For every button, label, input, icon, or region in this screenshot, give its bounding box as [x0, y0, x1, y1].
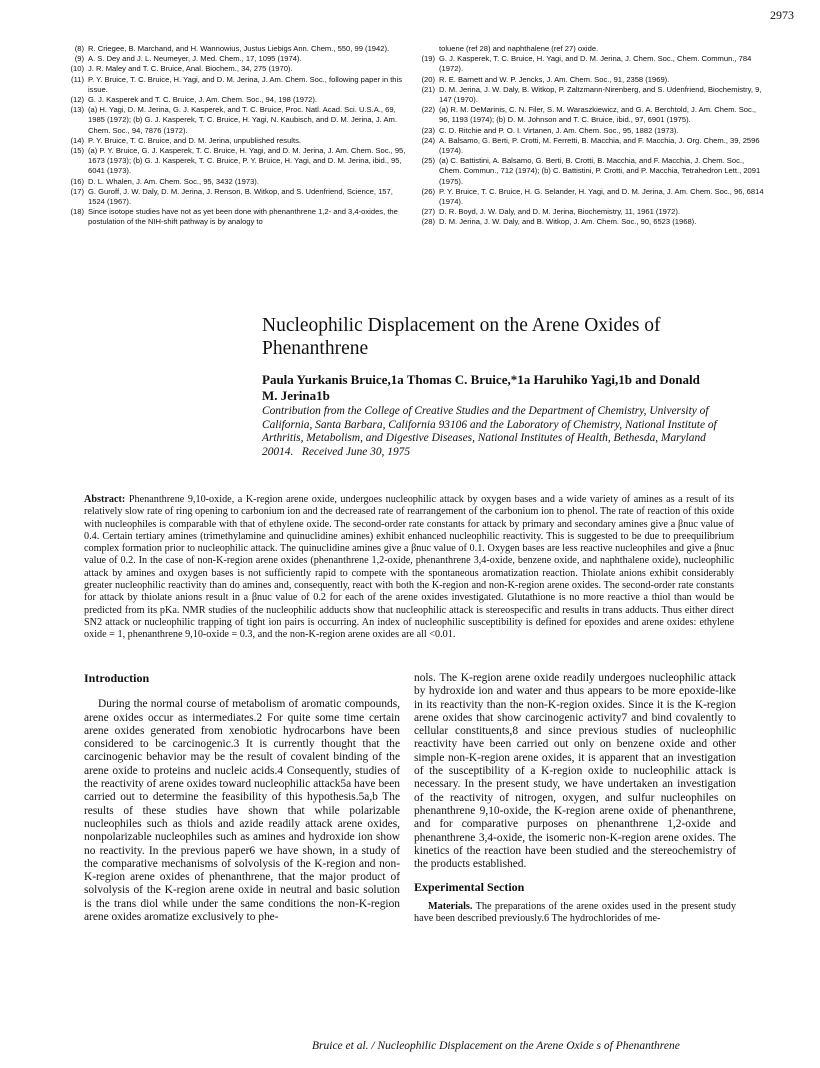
reference-text: Since isotope studies have not as yet been done with phenanthrene 1,2- and 3,4-oxides, the postulation of the NIH-shift pathway is by analogy to	[88, 207, 398, 227]
reference-number: (13)	[70, 105, 84, 115]
reference-text: (a) H. Yagi, D. M. Jerina, G. J. Kasperek, and T. C. Bruice, Proc. Natl. Acad. Sci. U.S.A., 69, 1985 (1972); (b) G. J. Kasperek, T. C. Bruice, H. Yagi, N. Kaubisch, and D. M. Jerina, J. Am. Chem. Soc., 94, 7876 (1972).	[88, 105, 397, 135]
reference-number: (20)	[421, 74, 435, 84]
references-left-column	[62, 44, 407, 228]
running-footer: Bruice et al. / Nucleophilic Displacement on the Arene Oxide s of Phenanthrene	[312, 1040, 680, 1052]
reference-number: (12)	[70, 95, 84, 105]
reference-item	[62, 187, 407, 207]
reference-number: (21)	[421, 84, 435, 94]
materials-label: Materials.	[428, 900, 473, 912]
abstract-text: Phenanthrene 9,10-oxide, a K-region arene oxide, undergoes nucleophilic attack by oxygen bases and a wide variety of amines as a result of its relatively slow rate of ring opening to carbonium ion and the decreased rate of rearrangement of the carbonium ion to phenol. The rate of reaction of this oxide with nucleophiles is comparable with that of ethylene oxide. The second-order rate constants for attack by primary and secondary amines give a βnuc value of 0.4. Certain tertiary amines (trimethylamine and quinuclidine amines) exhibit enhanced nucleophilic reactivity. This is suggested to be due to preequilibrium complex formation prior to nucleophilic attack. The quinuclidine amines give a βnuc value of 0.1. Oxygen bases are less reactive nucleophiles and give a βnuc value of 0.2. In the case of non-K-region arene oxides (phenanthrene 1,2-oxide, phenanthrene 3,4-oxide, benzene oxide, and naphthalene oxide), nucleophilic attack by amines and oxygen bases is not sufficiently rapid to compete with the spontaneous aromatization reaction. Thiolate anions exhibit considerably greater nucleophilic reactivity than do amines and, consequently, react with both the K-region and non-K-region arene oxides. The second-order rate constants for attack by thiolate anions result in a βnuc value of 0.2 for each of the arene oxides investigated. Glutathione is no more reactive a thiol than would be predicted from its pKa. NMR studies of the nucleophilic adducts show that nucleophilic attack is stereospecific and results in trans adducts. Thus either direct SN2 attack or nucleophilic trapping of tight ion pairs is occurring. An index of nucleophilic susceptibility is defined for epoxides and arene oxides: ethylene oxide = 1, phenanthrene 9,10-oxide = 0.3, and the non-K-region arene oxides are all <0.01.	[84, 494, 734, 641]
reference-item	[413, 54, 765, 74]
reference-number: (25)	[421, 156, 435, 166]
author-list: Paula Yurkanis Bruice,1a Thomas C. Bruice,*1a Haruhiko Yagi,1b and Donald M. Jerina1b	[262, 372, 700, 403]
reference-text: P. Y. Bruice, T. C. Bruice, and D. M. Jerina, unpublished results.	[88, 135, 302, 145]
reference-item	[62, 95, 407, 105]
reference-item	[413, 85, 765, 105]
abstract-label: Abstract:	[84, 494, 126, 505]
abstract	[84, 494, 734, 642]
reference-item	[413, 207, 765, 217]
received-date: Received June 30, 1975	[301, 445, 411, 458]
reference-text: P. Y. Bruice, T. C. Bruice, H. Yagi, and D. M. Jerina, J. Am. Chem. Soc., following paper in this issue.	[88, 74, 403, 94]
reference-number: (14)	[70, 135, 84, 145]
reference-item	[62, 54, 407, 64]
reference-number: (11)	[71, 74, 84, 84]
reference-item	[62, 136, 407, 146]
reference-number: (16)	[70, 176, 84, 186]
reference-number: (24)	[421, 135, 435, 145]
introduction-heading: Introduction	[84, 671, 150, 685]
reference-text: G. J. Kasperek, T. C. Bruice, H. Yagi, and D. M. Jerina, J. Chem. Soc., Chem. Commun., 784 (1972).	[439, 54, 752, 74]
reference-number: (28)	[421, 217, 435, 227]
reference-item	[413, 217, 765, 227]
reference-item	[413, 126, 765, 136]
reference-item	[62, 207, 407, 227]
reference-text: J. R. Maley and T. C. Bruice, Anal. Biochem., 34, 275 (1970).	[88, 64, 293, 74]
article-title: Nucleophilic Displacement on the Arene Oxides of Phenanthrene	[262, 315, 661, 359]
reference-number: (17)	[70, 186, 84, 196]
reference-text: toluene (ref 28) and naphthalene (ref 27) oxide.	[439, 44, 599, 53]
introduction-paragraph: During the normal course of metabolism of aromatic compounds, arene oxides occur as intermediates.2 For quite some time certain arene oxides generated from xenobiotic hydrocarbons have been considered to be carcinogenic.3 It is currently thought that the carcinogenic behavior may be the result of covalent binding of the arene oxide to proteins and nucleic acids.4 Consequently, studies of the reactivity of arene oxides toward nucleophilic attack5a have been carried out to determine the feasibility of this hypothesis.5a,b The results of these studies have shown that while polarizable nucleophiles such as thiols and azide readily attack arene oxides, nonpolarizable nucleophiles such as amines and hydroxide ion show no reactivity. In the previous paper6 we have shown, in a study of the comparative mechanisms of solvolysis of the K-region and non-K-region arene oxides of phenanthrene, that the major product of solvolysis of the K-region arene oxide in neutral and basic solution is the trans diol while under the same conditions the non-K-region arene oxides aromatize exclusively to phe-	[84, 698, 400, 924]
affiliation	[262, 405, 722, 459]
reference-number: (23)	[421, 125, 435, 135]
reference-number	[413, 44, 439, 54]
reference-text: D. R. Boyd, J. W. Daly, and D. M. Jerina, Biochemistry, 11, 1961 (1972).	[439, 207, 680, 217]
reference-number: (22)	[421, 105, 435, 115]
reference-item	[413, 44, 765, 54]
affiliation-text: Contribution from the College of Creative Studies and the Department of Chemistry, University of California, Santa Barbara, California 93106 and the Laboratory of Chemistry, National Institute of Arthritis, Metabolism, and Digestive Diseases, National Institutes of Health, Bethesda, Maryland 20014.	[262, 405, 717, 458]
references-right-column	[413, 44, 765, 228]
reference-item	[62, 105, 407, 136]
reference-text: P. Y. Bruice, T. C. Bruice, H. G. Selander, H. Yagi, and D. M. Jerina, J. Am. Chem. Soc., 96, 6814 (1974).	[439, 186, 764, 207]
body-left-column	[84, 672, 400, 924]
reference-text: C. D. Ritchie and P. O. I. Virtanen, J. Am. Chem. Soc., 95, 1882 (1973).	[439, 125, 679, 135]
reference-text: (a) R. M. DeMarinis, C. N. Filer, S. M. Waraszkiewicz, and G. A. Berchtold, J. Am. Chem. Soc., 96, 1193 (1974); (b) D. M. Johnson and T. C. Bruice, ibid., 97, 6901 (1975).	[439, 105, 757, 125]
reference-text: A. Balsamo, G. Berti, P. Crotti, M. Ferretti, B. Macchia, and F. Macchia, J. Org. Chem., 39, 2596 (1974).	[439, 135, 760, 156]
page-number: 2973	[770, 8, 794, 22]
reference-text: D. L. Whalen, J. Am. Chem. Soc., 95, 3432 (1973).	[88, 176, 259, 186]
reference-item	[413, 187, 765, 207]
reference-item	[413, 136, 765, 156]
reference-item	[62, 177, 407, 187]
reference-number: (27)	[421, 207, 435, 217]
reference-item	[413, 105, 765, 125]
reference-number: (9)	[74, 54, 84, 64]
introduction-continuation: nols. The K-region arene oxide readily undergoes nucleophilic attack by hydroxide ion and water and thus appears to be more epoxide-like in its reactivity than the non-K-region oxides. Since it is the K-region arene oxides that show carcinogenic activity7 and bind covalently to cellular constituents,8 and since previous studies of nucleophilic reactivity have been carried out only on benzene oxide and other simple non-K-region arene oxides, it is apparent that an investigation of the susceptibility of a K-region oxide to nucleophilic attack is necessary. In the present study, we have undertaken an investigation of the reactivity of nitrogen, oxygen, and sulfur nucleophiles on phenanthrene 9,10-oxide, the K-region arene oxide of phenanthrene, and for comparative purposes on phenanthrene 1,2-oxide and phenanthrene 3,4-oxide, the isomeric non-K-region arene oxides. The kinetics of the reaction have been studied and the stereochemistry of the products established.	[414, 672, 736, 871]
reference-number: (15)	[70, 146, 84, 156]
reference-text: (a) P. Y. Bruice, G. J. Kasperek, T. C. Bruice, H. Yagi, and D. M. Jerina, J. Am. Chem. Soc., 95, 1673 (1973); (b) G. J. Kasperek, T. C. Bruice, P. Y. Bruice, H. Yagi, and D. M. Jerina, ibid., 95, 6041 (1973).	[88, 146, 406, 176]
experimental-heading: Experimental Section	[414, 880, 525, 895]
body-right-column	[414, 672, 736, 925]
reference-number: (18)	[70, 207, 84, 217]
reference-text: D. M. Jerina, J. W. Daly, and B. Witkop, J. Am. Chem. Soc., 90, 6523 (1968).	[439, 217, 697, 227]
reference-text: (a) C. Battistini, A. Balsamo, G. Berti, B. Crotti, B. Macchia, and F. Macchia, J. Chem. Soc., Chem. Commun., 712 (1974); (b) C. Battistini, P. Crotti, and P. Macchia, Tetrahedron Lett., 2091 (1975).	[439, 156, 761, 186]
reference-text: G. Guroff, J. W. Daly, D. M. Jerina, J. Renson, B. Witkop, and S. Udenfriend, Science, 157, 1524 (1967).	[88, 186, 393, 207]
reference-number: (8)	[74, 44, 84, 53]
reference-item	[62, 64, 407, 74]
reference-item	[62, 75, 407, 95]
reference-number: (10)	[70, 64, 84, 74]
reference-text: R. E. Barnett and W. P. Jencks, J. Am. Chem. Soc., 91, 2358 (1969).	[439, 74, 670, 84]
reference-number: (19)	[421, 54, 435, 64]
reference-item	[413, 156, 765, 187]
reference-item	[413, 75, 765, 85]
reference-text: G. J. Kasperek and T. C. Bruice, J. Am. Chem. Soc., 94, 198 (1972).	[88, 95, 318, 105]
reference-text: R. Criegee, B. Marchand, and H. Wannowius, Justus Liebigs Ann. Chem., 550, 99 (1942).	[88, 44, 390, 53]
materials-text: The preparations of the arene oxides used in the present study have been described previously.6 The hydrochlorides of me-	[414, 900, 736, 924]
reference-number: (26)	[421, 186, 435, 196]
reference-item	[62, 44, 407, 54]
reference-text: A. S. Dey and J. L. Neumeyer, J. Med. Chem., 17, 1095 (1974).	[88, 54, 302, 64]
materials-paragraph	[414, 901, 736, 925]
reference-text: D. M. Jerina, J. W. Daly, B. Witkop, P. Zaltzmann-Nirenberg, and S. Udenfriend, Biochemistry, 9, 147 (1970).	[439, 84, 762, 105]
reference-item	[62, 146, 407, 177]
